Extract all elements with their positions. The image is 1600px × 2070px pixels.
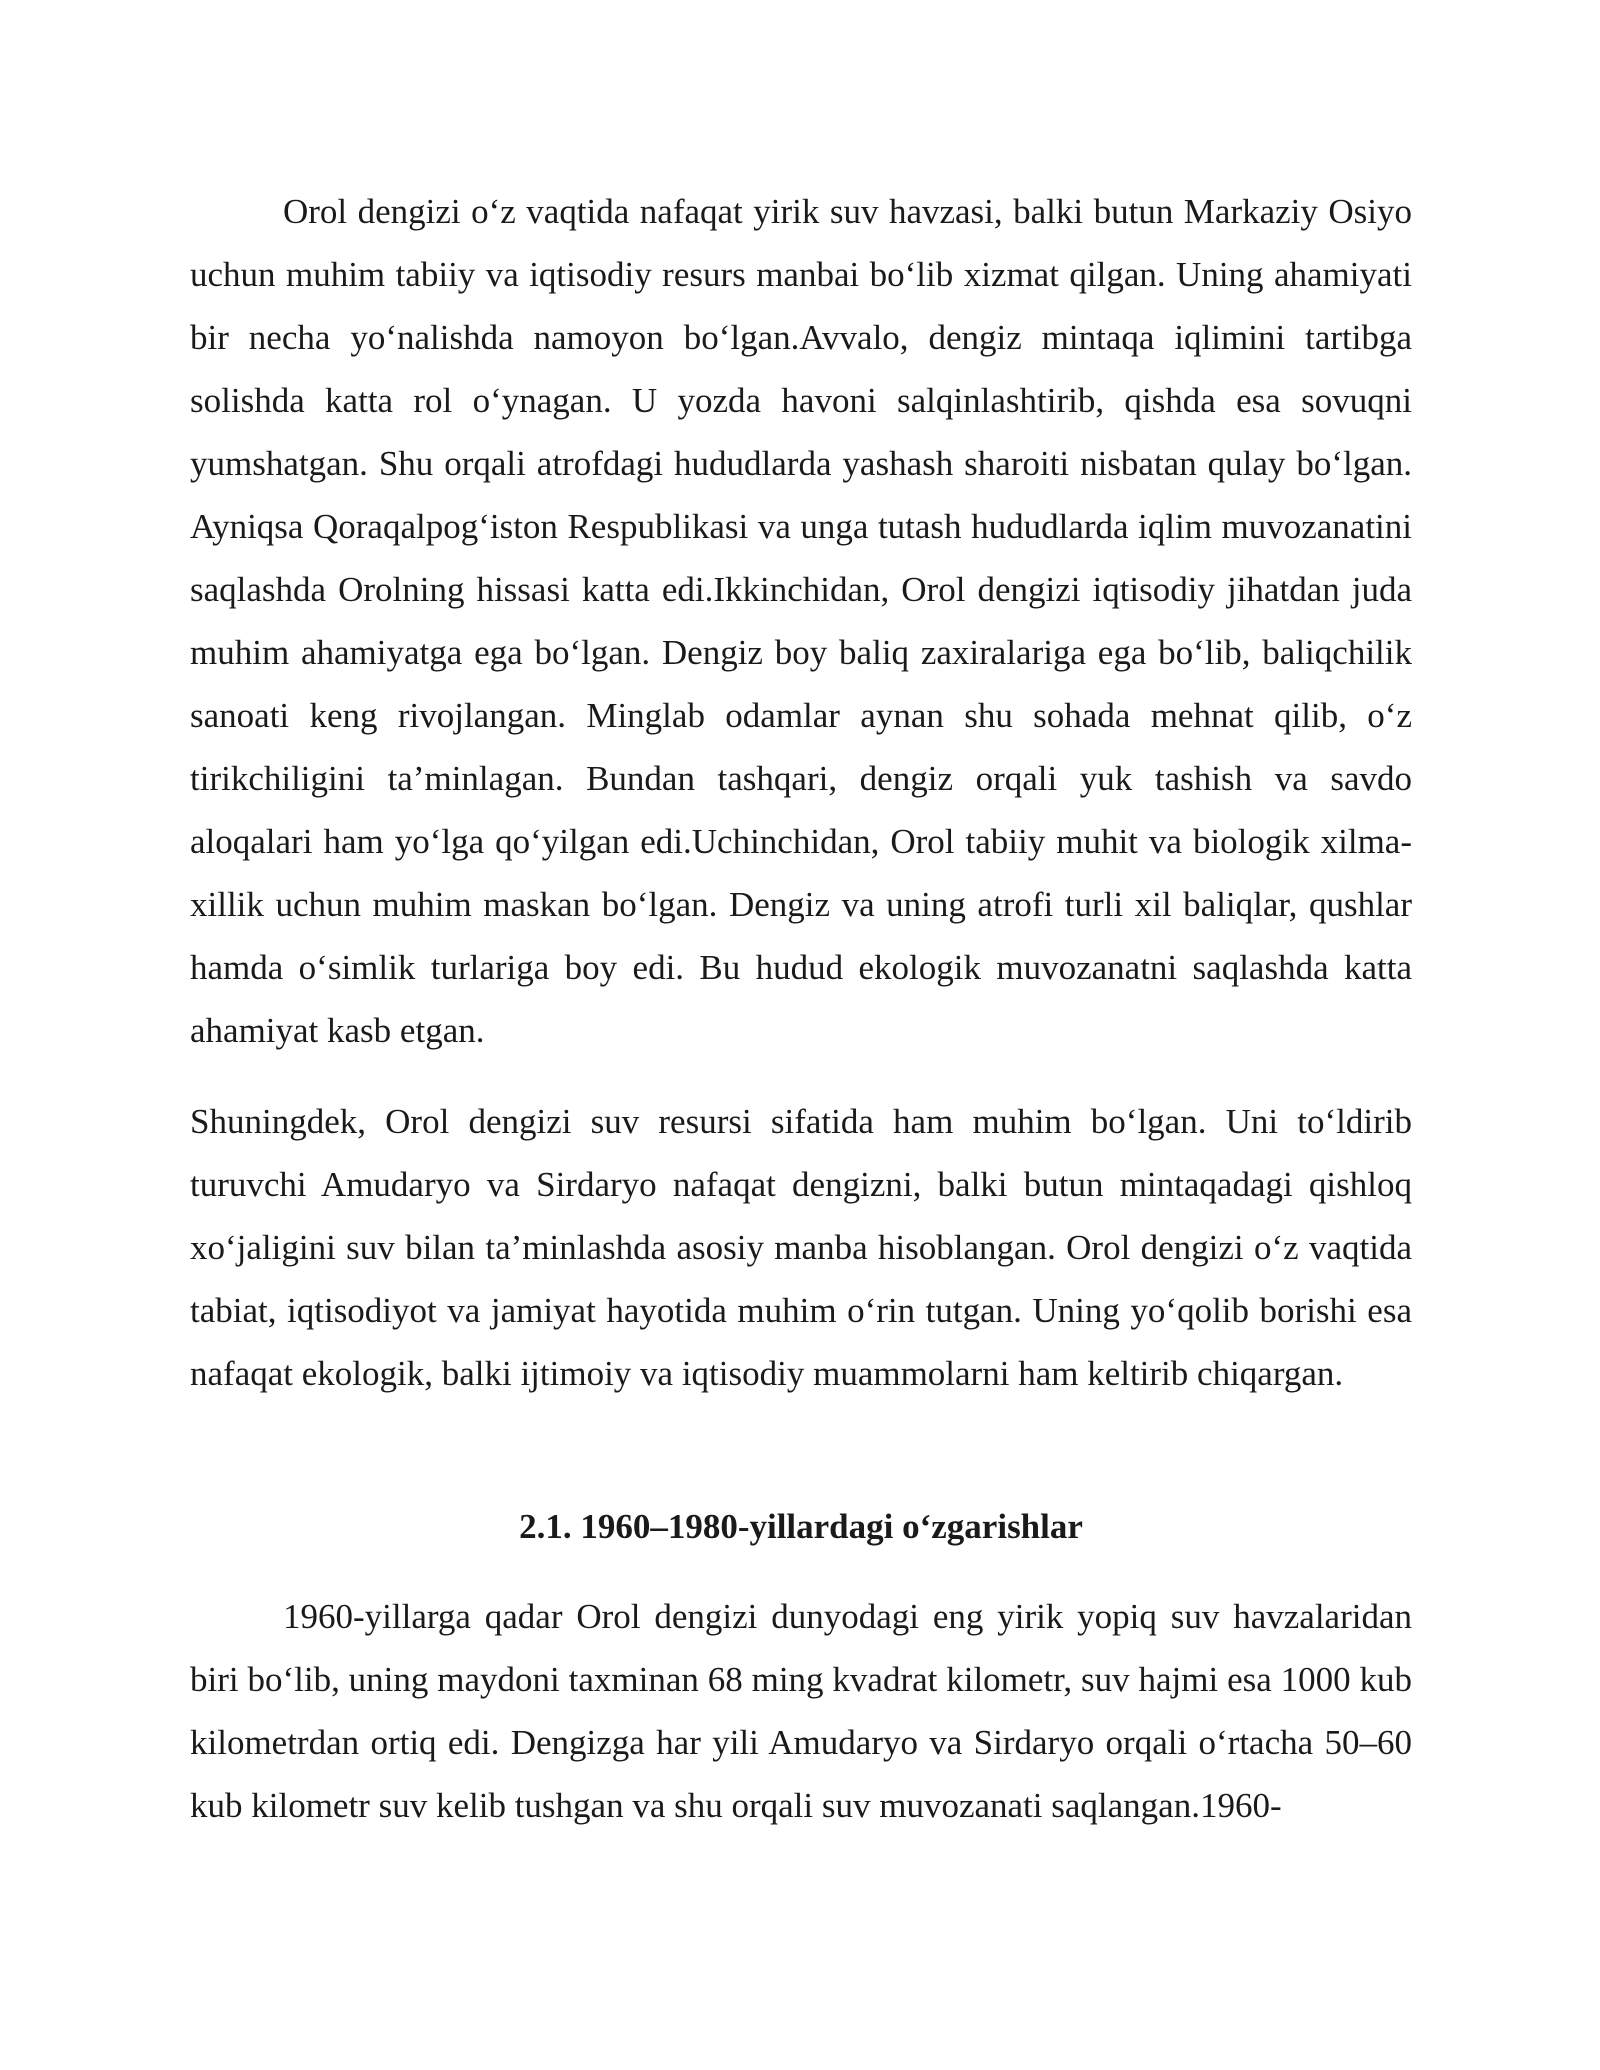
paragraph-water-resource: Shuningdek, Orol dengizi suv resursi sifatida ham muhim bo‘lgan. Uni to‘ldirib turuvchi Amudaryo va Sirdaryo nafaqat dengizni, balki butun mintaqadagi qishloq xo‘jaligini suv bilan ta’minlashda asosiy manba hisoblangan. Orol dengizi o‘z vaqtida tabiat, iqtisodiyot va jamiyat hayotida muhim o‘rin tutgan. Uning yo‘qolib borishi esa nafaqat ekologik, balki ijtimoiy va iqtisodiy muammolarni ham keltirib chiqargan. xyxy=(190,1102,1412,1393)
paragraph-before-1960: 1960-yillarga qadar Orol dengizi dunyodagi eng yirik yopiq suv havzalaridan biri bo‘lib, uning maydoni taxminan 68 ming kvadrat kilometr, suv hajmi esa 1000 kub kilometrdan ortiq edi. Dengizga har yili Amudaryo va Sirdaryo orqali o‘rtacha 50–60 kub kilometr suv kelib tushgan va shu orqali suv muvozanati saqlangan.1960- xyxy=(190,1597,1412,1825)
section-heading: 2.1. 1960–1980-yillardagi o‘zgarishlar xyxy=(519,1507,1083,1546)
paragraph-aral-sea-importance: Orol dengizi o‘z vaqtida nafaqat yirik suv havzasi, balki butun Markaziy Osiyo uchun muhim tabiiy va iqtisodiy resurs manbai bo‘lib xizmat qilgan. Uning ahamiyati bir necha yo‘nalishda namoyon bo‘lgan.Avvalo, dengiz mintaqa iqlimini tartibga solishda katta rol o‘ynagan. U yozda havoni salqinlashtirib, qishda esa sovuqni yumshatgan. Shu orqali atrofdagi hududlarda yashash sharoiti nisbatan qulay bo‘lgan. Ayniqsa Qoraqalpog‘iston Respublikasi va unga tutash hududlarda iqlim muvozanatini saqlashda Orolning hissasi katta edi.Ikkinchidan, Orol dengizi iqtisodiy jihatdan juda muhim ahamiyatga ega bo‘lgan. Dengiz boy baliq zaxiralariga ega bo‘lib, baliqchilik sanoati keng rivojlangan. Minglab odamlar aynan shu sohada mehnat qilib, o‘z tirikchiligini ta’minlagan. Bundan tashqari, dengiz orqali yuk tashish va savdo aloqalari ham yo‘lga qo‘yilgan edi.Uchinchidan, Orol tabiiy muhit va biologik xilma-xillik uchun muhim maskan bo‘lgan. Dengiz va uning atrofi turli xil baliqlar, qushlar hamda o‘simlik turlariga boy edi. Bu hudud ekologik muvozanatni saqlashda katta ahamiyat kasb etgan. xyxy=(190,192,1412,1050)
